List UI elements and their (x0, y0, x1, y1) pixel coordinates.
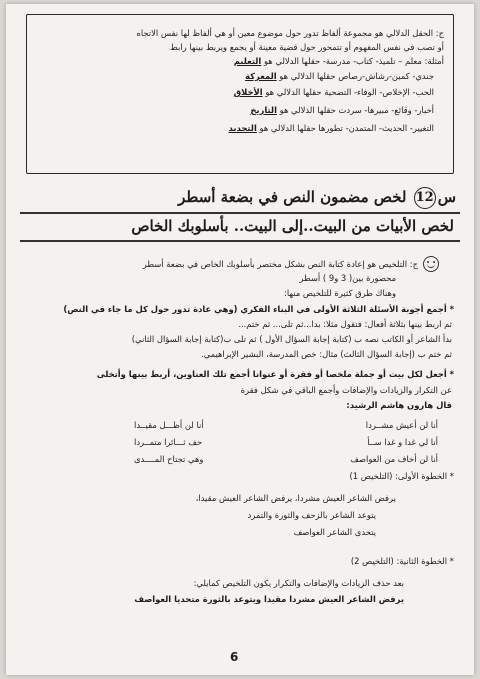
answer-line-9: عن التكرار والزيادات والإضافات وأجمع الباقي في شكل فقرة (240, 385, 452, 395)
step2-title: * الخطوة الثانية: (التلخيص 2) (350, 556, 454, 566)
box-keyword-4: التاريخ (250, 105, 277, 115)
answer-line-3: وهناك طرق كثيرة للتلخيص منها: (284, 288, 396, 298)
answer-line-1: ج: التلخيص هو إعادة كتابة النص بشكل مختصر بأسلوبك الخاص في بضعة أسطر (142, 259, 418, 269)
box-keyword-3: الأخلاق (233, 87, 263, 97)
answer-line-4: * أجمع أجوبة الأسئلة الثلاثة الأولى في البناء الفكري (وهي عادة تدور حول كل ما جاء في النص) (63, 304, 454, 314)
question-divider-2 (20, 240, 460, 242)
page-number: 6 (230, 650, 239, 664)
poem-row-1-left: أنا لن أظـــل مقيــدا (134, 420, 204, 430)
poem-row-3-left: وهي تجتاح المــــدى (134, 454, 204, 464)
box-line-5: الحب- الإخلاص- الوفاء- التضحية حقلها الدلالي هو الأخلاق (233, 87, 434, 97)
question-heading: س12 لخص مضمون النص في بضعة أسطر (178, 187, 456, 209)
step1-line-1: يرفض الشاعر العيش مشردا، يرفض الشاعر العيش مقيدا، (195, 493, 396, 503)
answer-line-7: ثم ختم ب (إجابة السؤال الثالث) مثال: خص المدرسة، البشير الإبراهيمي. (200, 349, 452, 359)
smiley-icon (423, 256, 439, 272)
poem-row-3-right: أنا لن أخاف من العواصف (350, 454, 438, 464)
answer-line-2: محصورة بين( 3 و9 ) أسطر (299, 273, 396, 283)
answer-line-6: بدأ الشاعر أو الكاتب نصه ب (كتابة إجابة السؤال الأول ) ثم تلى ب(كتابة إجابة السؤال الثاني) (131, 334, 452, 344)
poem-row-1-right: أنا لن أعيش مشــردا (365, 420, 438, 430)
poem-row-2-right: أنا لي غدا و غدا ســأ (367, 437, 438, 447)
step1-title: * الخطوة الأولى: (التلخيص 1) (349, 471, 454, 481)
question-divider-1 (20, 212, 460, 214)
box-line-7: التغيير- الحديث- المتمدن- تطورها حقلها الدلالي هو التجديد (228, 123, 434, 133)
box-line-1: ج: الحقل الدلالي هو مجموعة ألفاظ تدور حول موضوع معين أو هي ألفاظ لها نفس الاتجاه (136, 28, 444, 38)
box-keyword-1: التعليم (233, 56, 262, 66)
box-line-3: أمثلة: معلم – تلميذ- كتاب- مدرسة- حقلها الدلالي هو التعليم (233, 56, 444, 66)
answer-line-5: ثم اربط بينها بثلاثة أفعال: فتقول مثلا: بدا...ثم تلى... ثم ختم... (238, 319, 452, 329)
box-keyword-5: التجديد (228, 123, 257, 133)
step1-line-2: يتوعد الشاعر بالزحف والثورة والتمرد (247, 510, 376, 520)
box-line-2: أو تصب في نفس المفهوم أو تتمحور حول قضية معينة أو يجمع ويربط بينها رابط (170, 42, 444, 52)
answer-line-10: قال هارون هاشم الرشيد: (346, 400, 452, 410)
question-number-badge: 12 (414, 187, 436, 209)
step2-line-1: بعد حذف الزيادات والإضافات والتكرار يكون التلخيص كمايلي: (193, 578, 404, 588)
step2-line-2: يرفض الشاعر العيش مشردا مقيدا ويتوعد بالثورة متحديا العواصف (134, 594, 404, 604)
answer-line-8: * أجعل لكل بيت أو جملة ملخصا أو فقرة أو عنوانا أجمع تلك العناوين، أربط بينها وأتخلى (96, 369, 454, 379)
step1-line-3: يتحدى الشاعر العواصف (293, 527, 376, 537)
question-subheading: لخص الأبيات من البيت..إلى البيت.. بأسلوبك الخاص (131, 217, 454, 235)
box-line-6: أخبار- وقائع- مبيرها- سردت حقلها الدلالي هو التاريخ (250, 105, 434, 115)
document-page (6, 4, 474, 675)
box-line-4: جندي- كمين-رشاش-رصاص حقلها الدلالي هو المعركة (245, 71, 434, 81)
box-keyword-2: المعركة (245, 71, 277, 81)
poem-row-2-left: حف ثـــائرا متمــردا (134, 437, 203, 447)
